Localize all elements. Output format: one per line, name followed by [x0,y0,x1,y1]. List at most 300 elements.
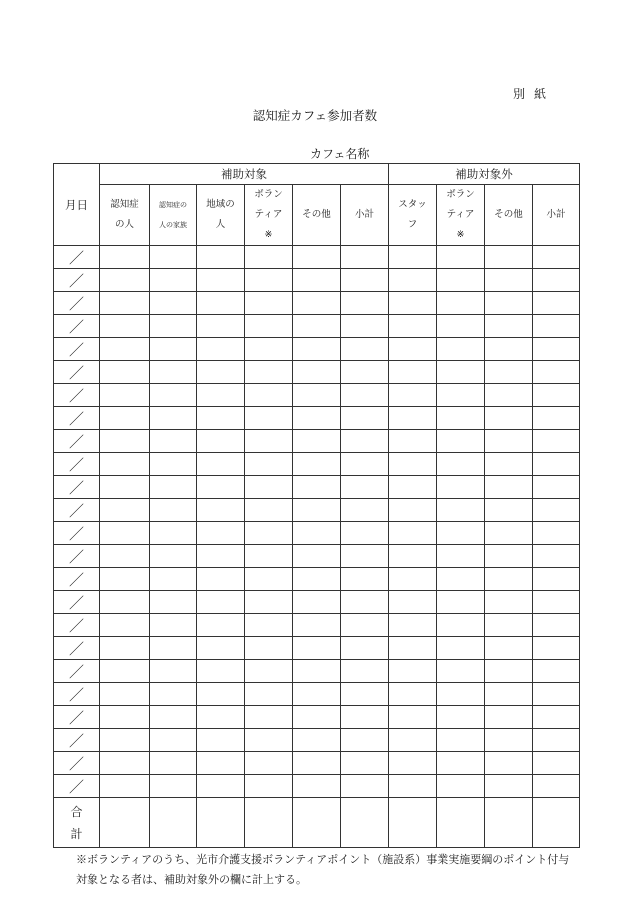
count-cell[interactable] [197,683,245,706]
count-cell[interactable] [485,545,533,568]
count-cell[interactable] [245,499,293,522]
count-cell[interactable] [533,568,580,591]
count-cell[interactable] [245,522,293,545]
count-cell[interactable] [293,453,341,476]
table-row [54,775,580,798]
count-cell[interactable] [197,660,245,683]
count-cell[interactable] [341,407,389,430]
count-cell[interactable] [150,361,197,384]
count-cell[interactable] [245,729,293,752]
count-cell[interactable] [437,637,485,660]
count-cell[interactable] [293,775,341,798]
count-cell[interactable] [533,660,580,683]
count-cell[interactable] [341,752,389,775]
count-cell[interactable] [150,614,197,637]
count-cell[interactable] [485,246,533,269]
count-cell[interactable] [100,775,150,798]
count-cell[interactable] [150,660,197,683]
count-cell[interactable] [197,384,245,407]
count-cell[interactable] [389,384,437,407]
count-cell[interactable] [485,361,533,384]
date-cell[interactable]: ／ [54,315,100,338]
count-cell[interactable] [437,384,485,407]
count-cell[interactable] [197,614,245,637]
count-cell[interactable] [100,269,150,292]
count-cell[interactable] [245,476,293,499]
count-cell[interactable] [341,522,389,545]
count-cell[interactable] [437,614,485,637]
covered-column-header [245,185,293,246]
count-cell[interactable] [341,729,389,752]
count-cell[interactable] [341,499,389,522]
count-cell[interactable] [197,430,245,453]
count-cell[interactable] [533,453,580,476]
count-cell[interactable] [485,637,533,660]
count-cell[interactable] [533,476,580,499]
count-cell[interactable] [389,499,437,522]
count-cell[interactable] [293,476,341,499]
count-cell[interactable] [100,476,150,499]
count-cell[interactable] [389,545,437,568]
count-cell[interactable] [197,591,245,614]
count-cell[interactable] [293,683,341,706]
total-cell[interactable] [100,798,150,848]
count-cell[interactable] [437,499,485,522]
date-header: 月日 [54,164,100,246]
count-cell[interactable] [100,568,150,591]
count-cell[interactable] [389,246,437,269]
count-cell[interactable] [245,338,293,361]
count-cell[interactable] [437,407,485,430]
count-cell[interactable] [293,637,341,660]
count-cell[interactable] [341,246,389,269]
count-cell[interactable] [437,453,485,476]
count-cell[interactable] [100,292,150,315]
count-cell[interactable] [100,614,150,637]
count-cell[interactable] [341,361,389,384]
count-cell[interactable] [293,384,341,407]
count-cell[interactable] [437,246,485,269]
count-cell[interactable] [389,683,437,706]
count-cell[interactable] [197,476,245,499]
count-cell[interactable] [245,430,293,453]
count-cell[interactable] [245,361,293,384]
count-cell[interactable] [197,269,245,292]
table-row [54,522,580,545]
count-cell[interactable] [100,683,150,706]
count-cell[interactable] [341,338,389,361]
table-row [54,384,580,407]
count-cell[interactable] [100,637,150,660]
count-cell[interactable] [437,683,485,706]
count-cell[interactable] [150,568,197,591]
count-cell[interactable] [437,660,485,683]
count-cell[interactable] [437,775,485,798]
count-cell[interactable] [150,407,197,430]
table-row [54,729,580,752]
total-cell[interactable] [341,798,389,848]
count-cell[interactable] [293,729,341,752]
total-cell[interactable] [485,798,533,848]
count-cell[interactable] [437,545,485,568]
count-cell[interactable] [197,729,245,752]
count-cell[interactable] [485,729,533,752]
count-cell[interactable] [389,752,437,775]
count-cell[interactable] [341,269,389,292]
count-cell[interactable] [437,591,485,614]
count-cell[interactable] [150,246,197,269]
count-cell[interactable] [533,338,580,361]
count-cell[interactable] [293,545,341,568]
count-cell[interactable] [197,775,245,798]
date-cell[interactable]: ／ [54,292,100,315]
covered-column-header [100,185,150,246]
count-cell[interactable] [533,729,580,752]
count-cell[interactable] [150,637,197,660]
count-cell[interactable] [485,568,533,591]
count-cell[interactable] [533,246,580,269]
count-cell[interactable] [197,568,245,591]
count-cell[interactable] [485,499,533,522]
count-cell[interactable] [100,545,150,568]
count-cell[interactable] [293,499,341,522]
count-cell[interactable] [437,315,485,338]
total-cell[interactable] [245,798,293,848]
count-cell[interactable] [341,568,389,591]
count-cell[interactable] [293,614,341,637]
document-title: 認知症カフェ参加者数 [252,108,378,123]
count-cell[interactable] [197,522,245,545]
count-cell[interactable] [293,522,341,545]
count-cell[interactable] [100,591,150,614]
count-cell[interactable] [100,246,150,269]
count-cell[interactable] [485,315,533,338]
count-cell[interactable] [293,315,341,338]
count-cell[interactable] [245,292,293,315]
count-cell[interactable] [485,591,533,614]
count-cell[interactable] [533,384,580,407]
count-cell[interactable] [150,752,197,775]
count-cell[interactable] [197,407,245,430]
count-cell[interactable] [341,591,389,614]
column-header-line: ※ [456,229,465,240]
date-cell[interactable]: ／ [54,614,100,637]
count-cell[interactable] [197,453,245,476]
total-cell[interactable] [150,798,197,848]
count-cell[interactable] [150,591,197,614]
count-cell[interactable] [533,591,580,614]
count-cell[interactable] [341,614,389,637]
date-cell[interactable]: ／ [54,453,100,476]
count-cell[interactable] [533,499,580,522]
date-cell[interactable]: ／ [54,384,100,407]
count-cell[interactable] [197,752,245,775]
total-cell[interactable] [197,798,245,848]
count-cell[interactable] [437,706,485,729]
count-cell[interactable] [150,338,197,361]
count-cell[interactable] [293,407,341,430]
count-cell[interactable] [245,545,293,568]
count-cell[interactable] [437,430,485,453]
count-cell[interactable] [245,660,293,683]
count-cell[interactable] [485,476,533,499]
count-cell[interactable] [150,384,197,407]
count-cell[interactable] [341,292,389,315]
count-cell[interactable] [197,292,245,315]
count-cell[interactable] [389,430,437,453]
count-cell[interactable] [485,660,533,683]
date-cell[interactable]: ／ [54,683,100,706]
date-cell[interactable]: ／ [54,545,100,568]
count-cell[interactable] [533,683,580,706]
count-cell[interactable] [389,269,437,292]
date-cell[interactable]: ／ [54,338,100,361]
count-cell[interactable] [150,476,197,499]
count-cell[interactable] [100,338,150,361]
date-cell[interactable]: ／ [54,361,100,384]
count-cell[interactable] [533,292,580,315]
count-cell[interactable] [293,361,341,384]
date-cell[interactable]: ／ [54,752,100,775]
count-cell[interactable] [485,614,533,637]
count-cell[interactable] [389,614,437,637]
count-cell[interactable] [293,269,341,292]
count-cell[interactable] [341,683,389,706]
count-cell[interactable] [341,660,389,683]
date-cell[interactable]: ／ [54,522,100,545]
column-header-line: ティア [254,209,283,220]
count-cell[interactable] [485,453,533,476]
count-cell[interactable] [197,315,245,338]
count-cell[interactable] [341,545,389,568]
column-header-line: スタッ [398,199,427,210]
count-cell[interactable] [197,246,245,269]
table-row [54,637,580,660]
count-cell[interactable] [245,752,293,775]
count-cell[interactable] [341,775,389,798]
count-cell[interactable] [150,430,197,453]
count-cell[interactable] [245,683,293,706]
count-cell[interactable] [197,361,245,384]
table-row [54,752,580,775]
count-cell[interactable] [533,545,580,568]
count-cell[interactable] [485,775,533,798]
count-cell[interactable] [245,637,293,660]
count-cell[interactable] [341,315,389,338]
count-cell[interactable] [245,407,293,430]
count-cell[interactable] [341,476,389,499]
count-cell[interactable] [485,338,533,361]
count-cell[interactable] [437,752,485,775]
count-cell[interactable] [100,361,150,384]
count-cell[interactable] [389,476,437,499]
count-cell[interactable] [150,729,197,752]
date-cell[interactable]: ／ [54,591,100,614]
count-cell[interactable] [389,660,437,683]
date-cell[interactable]: ／ [54,269,100,292]
count-cell[interactable] [245,269,293,292]
count-cell[interactable] [150,775,197,798]
total-cell[interactable] [533,798,580,848]
date-cell[interactable]: ／ [54,568,100,591]
date-cell[interactable]: ／ [54,476,100,499]
count-cell[interactable] [150,315,197,338]
count-cell[interactable] [100,522,150,545]
count-cell[interactable] [245,775,293,798]
count-cell[interactable] [100,729,150,752]
covered-group-header: 補助対象 [100,164,389,185]
count-cell[interactable] [150,499,197,522]
date-cell[interactable]: ／ [54,775,100,798]
date-cell[interactable]: ／ [54,660,100,683]
count-cell[interactable] [437,476,485,499]
count-cell[interactable] [533,637,580,660]
count-cell[interactable] [293,752,341,775]
count-cell[interactable] [100,752,150,775]
count-cell[interactable] [389,315,437,338]
count-cell[interactable] [533,269,580,292]
count-cell[interactable] [341,706,389,729]
count-cell[interactable] [245,591,293,614]
count-cell[interactable] [293,430,341,453]
count-cell[interactable] [100,384,150,407]
count-cell[interactable] [389,407,437,430]
count-cell[interactable] [150,545,197,568]
count-cell[interactable] [485,384,533,407]
count-cell[interactable] [533,315,580,338]
count-cell[interactable] [533,407,580,430]
cafe-name-field: カフェ名称 [310,145,536,164]
count-cell[interactable] [485,683,533,706]
table-row [54,315,580,338]
count-cell[interactable] [389,729,437,752]
attachment-label: 別紙 [512,87,555,101]
count-cell[interactable] [100,499,150,522]
date-cell[interactable]: ／ [54,407,100,430]
count-cell[interactable] [389,775,437,798]
count-cell[interactable] [341,453,389,476]
count-cell[interactable] [533,430,580,453]
count-cell[interactable] [485,522,533,545]
table-row [54,407,580,430]
count-cell[interactable] [533,361,580,384]
date-cell[interactable]: ／ [54,430,100,453]
count-cell[interactable] [100,430,150,453]
count-cell[interactable] [150,706,197,729]
table-row [54,453,580,476]
count-cell[interactable] [150,453,197,476]
count-cell[interactable] [293,292,341,315]
count-cell[interactable] [437,568,485,591]
count-cell[interactable] [197,545,245,568]
count-cell[interactable] [150,522,197,545]
count-cell[interactable] [533,752,580,775]
count-cell[interactable] [389,706,437,729]
count-cell[interactable] [245,568,293,591]
count-cell[interactable] [533,706,580,729]
table-row [54,246,580,269]
count-cell[interactable] [437,729,485,752]
count-cell[interactable] [437,292,485,315]
count-cell[interactable] [437,361,485,384]
table-row [54,292,580,315]
count-cell[interactable] [389,568,437,591]
count-cell[interactable] [245,246,293,269]
count-cell[interactable] [245,315,293,338]
count-cell[interactable] [100,407,150,430]
table-row [54,361,580,384]
count-cell[interactable] [293,591,341,614]
count-cell[interactable] [437,338,485,361]
count-cell[interactable] [389,637,437,660]
count-cell[interactable] [197,499,245,522]
count-cell[interactable] [293,706,341,729]
count-cell[interactable] [485,407,533,430]
table-row [54,476,580,499]
count-cell[interactable] [389,292,437,315]
count-cell[interactable] [150,683,197,706]
total-cell[interactable] [389,798,437,848]
date-cell[interactable]: ／ [54,637,100,660]
count-cell[interactable] [437,269,485,292]
total-cell[interactable] [293,798,341,848]
count-cell[interactable] [197,338,245,361]
count-cell[interactable] [341,384,389,407]
count-cell[interactable] [293,338,341,361]
total-row [54,798,580,848]
count-cell[interactable] [341,637,389,660]
count-cell[interactable] [485,706,533,729]
count-cell[interactable] [533,775,580,798]
count-cell[interactable] [100,315,150,338]
count-cell[interactable] [485,430,533,453]
count-cell[interactable] [533,614,580,637]
count-cell[interactable] [293,660,341,683]
count-cell[interactable] [485,292,533,315]
count-cell[interactable] [100,706,150,729]
count-cell[interactable] [533,522,580,545]
count-cell[interactable] [245,384,293,407]
table-row [54,568,580,591]
date-cell[interactable]: ／ [54,729,100,752]
count-cell[interactable] [389,522,437,545]
count-cell[interactable] [437,522,485,545]
count-cell[interactable] [245,614,293,637]
count-cell[interactable] [100,660,150,683]
total-cell[interactable] [437,798,485,848]
count-cell[interactable] [341,430,389,453]
count-cell[interactable] [293,568,341,591]
date-cell[interactable]: ／ [54,246,100,269]
count-cell[interactable] [389,338,437,361]
count-cell[interactable] [485,269,533,292]
count-cell[interactable] [485,752,533,775]
count-cell[interactable] [150,269,197,292]
date-cell[interactable]: ／ [54,706,100,729]
count-cell[interactable] [389,591,437,614]
date-cell[interactable]: ／ [54,499,100,522]
count-cell[interactable] [245,706,293,729]
count-cell[interactable] [150,292,197,315]
count-cell[interactable] [293,246,341,269]
count-cell[interactable] [389,361,437,384]
count-cell[interactable] [245,453,293,476]
uncovered-group-header: 補助対象外 [389,164,580,185]
count-cell[interactable] [389,453,437,476]
count-cell[interactable] [197,706,245,729]
count-cell[interactable] [197,637,245,660]
count-cell[interactable] [100,453,150,476]
